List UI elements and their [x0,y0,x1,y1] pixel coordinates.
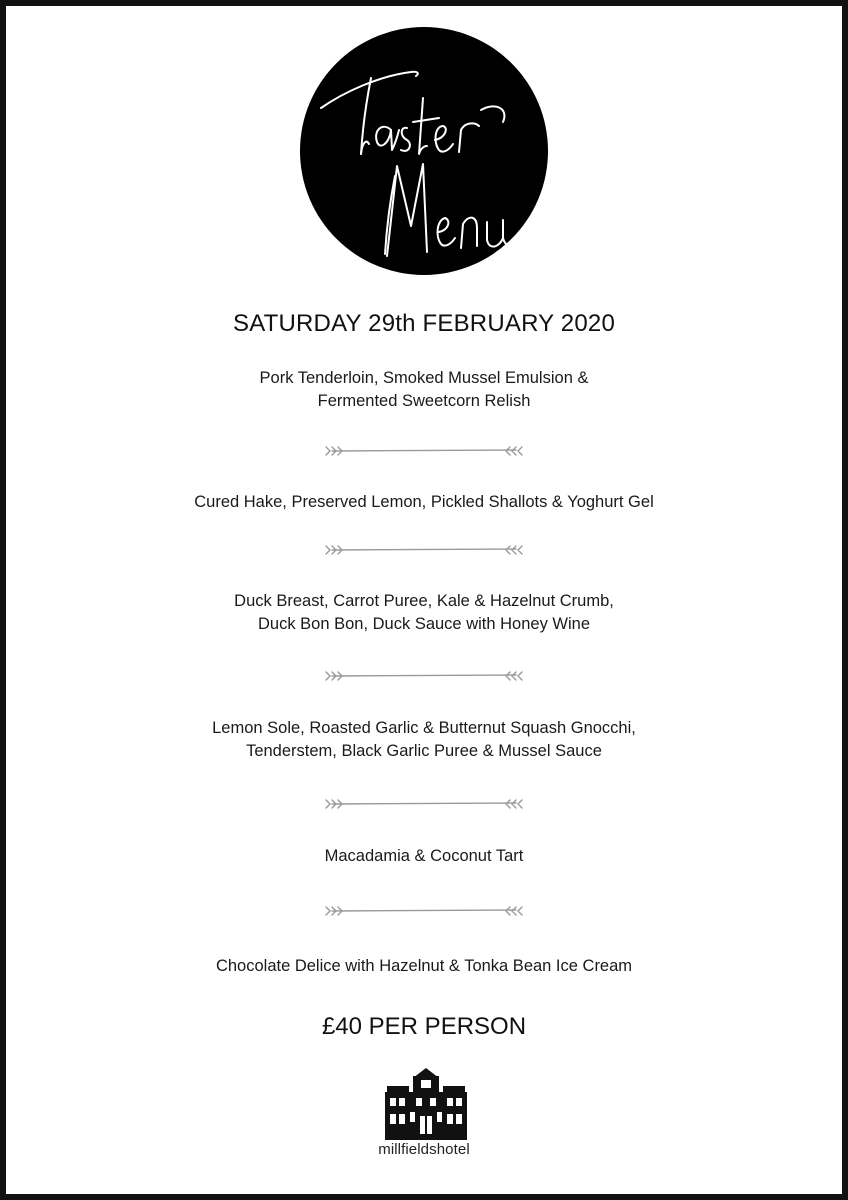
course-5-line-1: Macadamia & Coconut Tart [324,847,524,865]
arrow-divider-icon [324,444,524,458]
arrow-divider-icon [324,543,524,557]
hotel-building-icon [383,1068,469,1140]
hotel-name: millfieldshotel [378,1141,470,1158]
course-6 [0,955,848,978]
course-4 [0,717,848,763]
course-1 [0,367,848,413]
course-3 [0,590,848,636]
course-4-line-2: Tenderstem, Black Garlic Puree & Mussel Sauce [246,742,602,760]
taster-menu-logo [299,26,549,276]
arrow-divider-icon [324,797,524,811]
course-1-line-1: Pork Tenderloin, Smoked Mussel Emulsion & [259,369,589,387]
course-6-line-1: Chocolate Delice with Hazelnut & Tonka Bean Ice Cream [215,957,633,975]
course-4-line-1: Lemon Sole, Roasted Garlic & Butternut Squash Gnocchi, [212,719,636,737]
arrow-divider-icon [324,904,524,918]
course-1-line-2: Fermented Sweetcorn Relish [317,392,531,410]
event-date: SATURDAY 29th FEBRUARY 2020 [232,310,616,337]
price: £40 PER PERSON [321,1013,527,1040]
course-5 [0,845,848,868]
course-3-line-1: Duck Breast, Carrot Puree, Kale & Hazelnut Crumb, [234,592,614,610]
arrow-divider-icon [324,669,524,683]
course-2-line-1: Cured Hake, Preserved Lemon, Pickled Shallots & Yoghurt Gel [194,493,654,511]
course-3-line-2: Duck Bon Bon, Duck Sauce with Honey Wine [258,615,590,633]
course-2 [0,491,848,514]
